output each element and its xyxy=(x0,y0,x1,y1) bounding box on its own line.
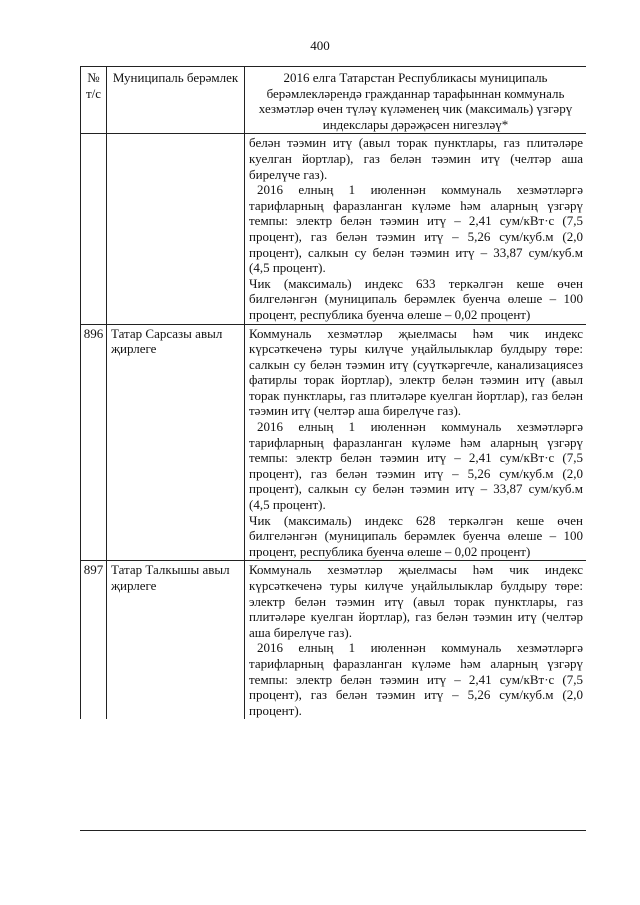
row-municipality: Татар Сарсазы авыл җирлеге xyxy=(107,324,245,561)
row-text xyxy=(245,561,587,719)
table-row xyxy=(81,324,587,561)
header-municipality-cell: Муниципаль берәмлек xyxy=(107,67,245,134)
row-paragraph: 2016 елның 1 июленнән коммуналь хезмәтләргә тарифларның фаразланган күләме һәм аларның үзгәрү темпы: электр белән тәэмин итү – 2,41 сум/кВт·с (7,5 процент), газ белән тәэмин итү – 5,26 сум/куб.м (2,0 процент), салкын су белән тәэмин итү – 33,87 сум/куб.м (4,5 процент). xyxy=(249,419,583,513)
row-paragraph: 2016 елның 1 июленнән коммуналь хезмәтләргә тарифларның фаразланган күләме һәм аларның үзгәрү темпы: электр белән тәэмин итү – 2,41 сум/кВт·с (7,5 процент), газ белән тәэмин итү – 5,26 сум/куб.м (2,0 процент), салкын су белән тәэмин итү – 33,87 сум/куб.м (4,5 процент). xyxy=(249,182,583,276)
row-paragraph: 2016 елның 1 июленнән коммуналь хезмәтләргә тарифларның фаразланган күләме һәм аларның үзгәрү темпы: электр белән тәэмин итү – 2,41 сум/кВт·с (7,5 процент), газ белән тәэмин итү – 5,26 сум/куб.м (2,0 процент). xyxy=(249,640,583,718)
row-num xyxy=(81,134,107,324)
row-municipality xyxy=(107,134,245,324)
row-num: 896 xyxy=(81,324,107,561)
row-paragraph: Чик (максималь) индекс 633 теркәлгән кеше өчен билгеләнгән (муниципаль берәмлек буенча өлеше – 100 процент, республика буенча өлеше – 0,02 процент) xyxy=(249,275,583,322)
row-paragraph: Чик (максималь) индекс 628 теркәлгән кеше өчен билгеләнгән (муниципаль берәмлек буенча өлеше – 100 процент, республика буенча өлеше – 0,02 процент) xyxy=(249,512,583,559)
tariff-index-table xyxy=(80,66,586,719)
row-num: 897 xyxy=(81,561,107,719)
header-text-cell: 2016 елга Татарстан Республикасы муниципаль берәмлекләрендә гражданнар тарафыннан коммуналь хезмәтләр өчен түләү күләменең чик (максималь) үзгәрү индекслары дәрәҗәсен нигезләү* xyxy=(245,67,587,134)
row-paragraph: белән тәэмин итү (авыл торак пунктлары, газ плитәләре куелган йортлар), газ белән тәэмин итү (челтәр аша бирелүче газ). xyxy=(249,135,583,182)
tariff-table-container xyxy=(80,66,586,831)
row-text xyxy=(245,134,587,324)
row-text xyxy=(245,324,587,561)
table-row xyxy=(81,561,587,719)
page-number: 400 xyxy=(310,38,330,53)
row-municipality: Татар Талкышы авыл җирлеге xyxy=(107,561,245,719)
row-paragraph: Коммуналь хезмәтләр җыелмасы һәм чик индекс күрсәткеченә туры килүче уңайлылыклар булдыру төре: электр белән тәэмин итү (авыл торак пунктлары, газ плитәләре куелган йортлар), газ белән тәэмин итү (челтәр аша бирелүче газ). xyxy=(249,562,583,640)
table-row xyxy=(81,134,587,324)
table-header-row xyxy=(81,67,587,134)
header-num-cell: № т/с xyxy=(81,67,107,134)
row-paragraph: Коммуналь хезмәтләр җыелмасы һәм чик индекс күрсәткеченә туры килүче уңайлылыклар булдыру төре: салкын су белән тәэмин итү (суүткәргечле, канализациясез фатирлы торак йортлар), электр белән тәэмин итү (авыл торак пунктлары, газ плитәләре куелган йортлар), газ белән тәэмин итү (челтәр аша бирелүче газ). xyxy=(249,325,583,419)
